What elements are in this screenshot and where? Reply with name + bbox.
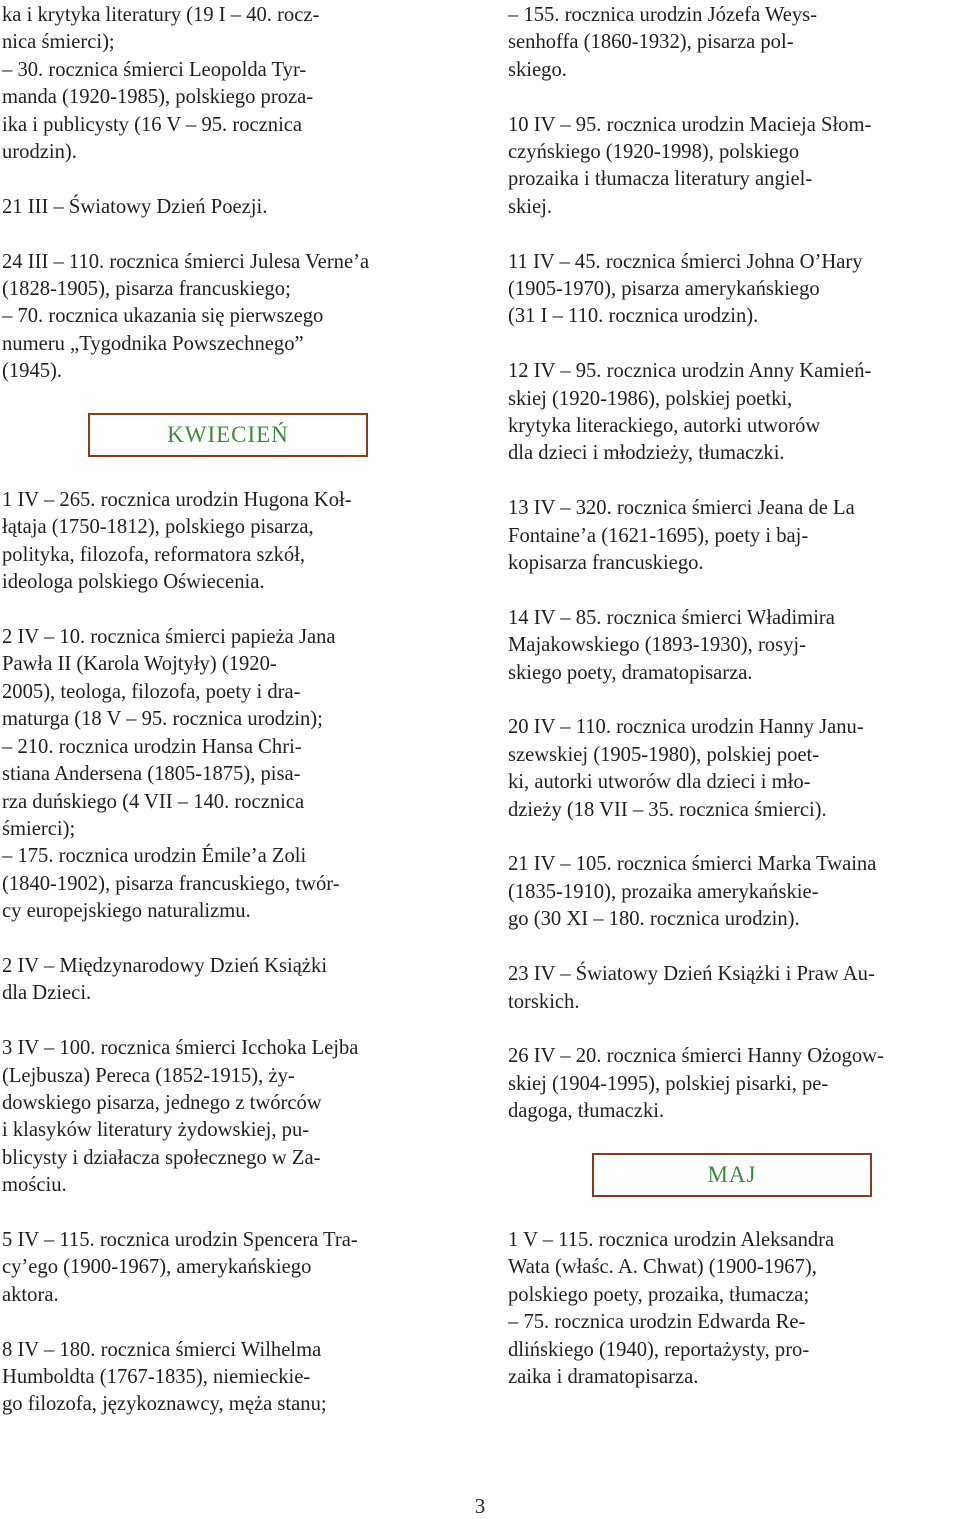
entry-line: zaika i dramatopisarza.	[508, 1365, 699, 1388]
entry-line: dzieży (18 VII – 35. rocznica śmierci).	[508, 798, 827, 821]
entry-line: 12 IV – 95. rocznica urodzin Anny Kamień-	[508, 360, 872, 383]
entry-line: dla Dzieci.	[2, 982, 92, 1005]
entry-line: skiej (1920-1986), polskiej poetki,	[508, 387, 793, 410]
entry-line: senhoffa (1860-1932), pisarza pol-	[508, 31, 794, 54]
calendar-entry	[2, 1337, 450, 1419]
calendar-entry	[508, 358, 956, 468]
left-column	[2, 2, 450, 1446]
entry-line: dowskiego pisarza, jednego z twórców	[2, 1091, 322, 1114]
entry-line: 13 IV – 320. rocznica śmierci Jeana de La	[508, 497, 855, 520]
entry-line: maturga (18 V – 95. rocznica urodzin);	[2, 708, 323, 731]
entry-line: – 30. rocznica śmierci Leopolda Tyr-	[2, 58, 307, 81]
entry-line: Majakowskiego (1893-1930), rosyj-	[508, 634, 806, 657]
entry-line: 26 IV – 20. rocznica śmierci Hanny Ożogow-	[508, 1045, 884, 1068]
entry-line: 11 IV – 45. rocznica śmierci Johna O’Hary	[508, 250, 863, 273]
entry-line: 2005), teologa, filozofa, poety i dra-	[2, 680, 301, 703]
entry-line: 10 IV – 95. rocznica urodzin Macieja Słom-	[508, 113, 872, 136]
right-column	[508, 2, 956, 1419]
entry-line: 2 IV – 10. rocznica śmierci papieża Jana	[2, 626, 336, 649]
entry-line: torskich.	[508, 990, 580, 1013]
entry-line: ika i publicysty (16 V – 95. rocznica	[2, 113, 303, 136]
entry-line: 5 IV – 115. rocznica urodzin Spencera Tra-	[2, 1228, 358, 1251]
entry-line: 3 IV – 100. rocznica śmierci Icchoka Lejba	[2, 1037, 359, 1060]
entry-line: go (30 XI – 180. rocznica urodzin).	[508, 908, 800, 931]
entry-line: dagoga, tłumaczki.	[508, 1100, 665, 1123]
month-label: KWIECIEŃ	[167, 422, 289, 448]
entry-line: dla dzieci i młodzieży, tłumaczki.	[508, 442, 785, 465]
entry-line: numeru „Tygodnika Powszechnego”	[2, 332, 304, 355]
entry-line: cy’ego (1900-1967), amerykańskiego	[2, 1256, 312, 1279]
entry-line: 23 IV – Światowy Dzień Książki i Praw Au-	[508, 963, 875, 986]
entry-line: cy europejskiego naturalizmu.	[2, 900, 251, 923]
entry-line: rza duńskiego (4 VII – 140. rocznica	[2, 790, 305, 813]
entry-line: 21 IV – 105. rocznica śmierci Marka Twaina	[508, 853, 877, 876]
entry-line: 8 IV – 180. rocznica śmierci Wilhelma	[2, 1338, 322, 1361]
entry-line: łątaja (1750-1812), polskiego pisarza,	[2, 516, 314, 539]
entry-line: szewskiej (1905-1980), polskiej poet-	[508, 743, 820, 766]
entry-line: skiego poety, dramatopisarza.	[508, 661, 753, 684]
calendar-entry	[2, 624, 450, 925]
month-header-kwiecien	[88, 413, 368, 457]
month-header-maj	[592, 1153, 872, 1197]
entry-line: polityka, filozofa, reformatora szkół,	[2, 543, 306, 566]
entry-line: Wata (właśc. A. Chwat) (1900-1967),	[508, 1256, 817, 1279]
entry-line: 14 IV – 85. rocznica śmierci Władimira	[508, 606, 835, 629]
entry-line: – 70. rocznica ukazania się pierwszego	[2, 305, 324, 328]
page-number: 3	[474, 1494, 486, 1518]
entry-line: (31 I – 110. rocznica urodzin).	[508, 305, 759, 328]
calendar-entry	[2, 487, 450, 597]
entry-line: (1828-1905), pisarza francuskiego;	[2, 278, 291, 301]
entry-line: – 210. rocznica urodzin Hansa Chri-	[2, 735, 302, 758]
entry-line: dlińskiego (1940), reportażysty, pro-	[508, 1338, 810, 1361]
entry-line: (Lejbusza) Pereca (1852-1915), ży-	[2, 1064, 295, 1087]
entry-line: – 155. rocznica urodzin Józefa Weys-	[508, 4, 818, 26]
entry-line: prozaika i tłumacza literatury angiel-	[508, 168, 813, 191]
entry-line: Pawła II (Karola Wojtyły) (1920-	[2, 653, 277, 676]
month-label: MAJ	[707, 1161, 757, 1187]
entry-line: mościu.	[2, 1174, 67, 1197]
entry-line: go filozofa, językoznawcy, męża stanu;	[2, 1393, 327, 1416]
calendar-entry	[2, 194, 450, 221]
entry-line: 20 IV – 110. rocznica urodzin Hanny Janu-	[508, 716, 864, 739]
entry-line: stiana Andersena (1805-1875), pisa-	[2, 763, 301, 786]
calendar-entry	[508, 961, 956, 1016]
calendar-entry	[2, 1227, 450, 1309]
calendar-entry	[508, 1043, 956, 1125]
entry-line: – 175. rocznica urodzin Émile’a Zoli	[2, 845, 307, 868]
entry-line: krytyka literackiego, autorki utworów	[508, 415, 821, 438]
calendar-entry	[508, 1227, 956, 1391]
calendar-entry	[508, 851, 956, 933]
entry-line: 24 III – 110. rocznica śmierci Julesa Verne’a	[2, 250, 370, 273]
entry-line: i klasyków literatury żydowskiej, pu-	[2, 1119, 310, 1142]
entry-line: (1835-1910), prozaika amerykańskie-	[508, 880, 819, 903]
calendar-entry	[508, 2, 956, 84]
entry-line: urodzin).	[2, 141, 77, 164]
calendar-entry	[2, 249, 450, 386]
calendar-entry	[2, 2, 450, 166]
entry-line: nica śmierci);	[2, 31, 115, 54]
calendar-entry	[508, 495, 956, 577]
entry-line: manda (1920-1985), polskiego proza-	[2, 86, 314, 109]
entry-line: ideologa polskiego Oświecenia.	[2, 571, 265, 594]
entry-line: – 75. rocznica urodzin Edwarda Re-	[508, 1311, 806, 1334]
entry-line: 1 IV – 265. rocznica urodzin Hugona Koł-	[2, 489, 352, 512]
entry-line: (1945).	[2, 360, 63, 383]
calendar-entry	[508, 249, 956, 331]
entry-line: skiej.	[508, 195, 553, 218]
entry-line: skiego.	[508, 58, 567, 81]
entry-line: śmierci);	[2, 817, 76, 840]
entry-line: (1840-1902), pisarza francuskiego, twór-	[2, 872, 340, 895]
calendar-entry	[2, 953, 450, 1008]
entry-line: 1 V – 115. rocznica urodzin Aleksandra	[508, 1228, 835, 1251]
entry-line: 21 III – Światowy Dzień Poezji.	[2, 195, 268, 218]
calendar-entry	[508, 714, 956, 824]
entry-line: blicysty i działacza społecznego w Za-	[2, 1146, 321, 1169]
entry-line: polskiego poety, prozaika, tłumacza;	[508, 1283, 810, 1306]
entry-line: ki, autorki utworów dla dzieci i mło-	[508, 771, 811, 794]
calendar-entry	[508, 112, 956, 222]
calendar-entry	[508, 605, 956, 687]
entry-line: aktora.	[2, 1283, 59, 1306]
entry-line: Fontaine’a (1621-1695), poety i baj-	[508, 524, 809, 547]
entry-line: kopisarza francuskiego.	[508, 552, 704, 575]
entry-line: (1905-1970), pisarza amerykańskiego	[508, 278, 820, 301]
entry-line: Humboldta (1767-1835), niemieckie-	[2, 1365, 311, 1388]
entry-line: 2 IV – Międzynarodowy Dzień Książki	[2, 954, 328, 977]
calendar-entry	[2, 1035, 450, 1199]
entry-line: ka i krytyka literatury (19 I – 40. rocz-	[2, 4, 320, 26]
entry-line: skiej (1904-1995), polskiej pisarki, pe-	[508, 1072, 829, 1095]
entry-line: czyńskiego (1920-1998), polskiego	[508, 141, 800, 164]
